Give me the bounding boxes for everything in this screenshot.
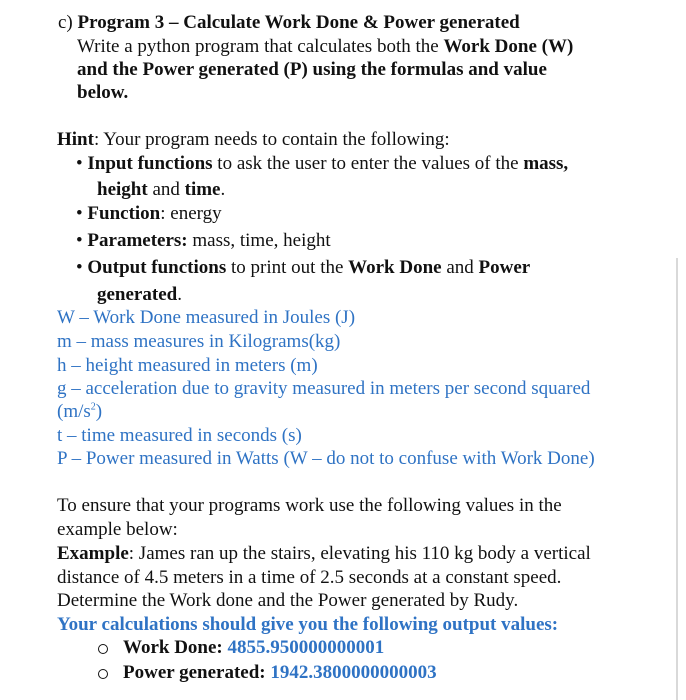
b4-g: . (177, 284, 182, 305)
output-work-item (98, 636, 384, 659)
hint-bullet-3 (76, 229, 331, 252)
b3-b: mass, time, height (187, 230, 331, 251)
example-label: Example (57, 543, 129, 564)
hint-label: Hint (57, 129, 94, 150)
hint-text: : Your program needs to contain the following: (93, 129, 450, 150)
def-g-units-sup: 2 (90, 401, 96, 413)
b1-d: height (97, 179, 148, 200)
hollow-bullet-icon (98, 644, 108, 654)
intro-line-1 (77, 35, 573, 58)
b3-a: Parameters: (87, 230, 188, 251)
example-text-1: : James ran up the stairs, elevating his 110 kg body a vertical (128, 543, 591, 564)
hint-bullet-4 (76, 256, 530, 279)
b4-b: to print out the (226, 257, 349, 278)
b2-a: Function (87, 203, 161, 224)
b2-b: : energy (160, 203, 222, 224)
b1-a: Input functions (87, 153, 213, 174)
def-p: P – Power measured in Watts (W – do not to confuse with Work Done) (57, 448, 595, 469)
def-w: W – Work Done measured in Joules (J) (57, 307, 356, 328)
intro-line-2 (77, 58, 547, 81)
output-work-row (123, 637, 384, 658)
b4-f: generated (97, 284, 178, 305)
bullet-mark: • (76, 257, 83, 278)
intro-text-b: Work Done (W) (443, 36, 574, 57)
example-line-1 (57, 542, 591, 565)
intro-text-a: Write a python program that calculates both the (77, 36, 444, 57)
section-heading (58, 11, 520, 34)
bullet-mark: • (76, 230, 83, 251)
def-g-units-b: ) (95, 401, 103, 422)
output-power-value: 1942.3800000000003 (270, 662, 437, 683)
def-h: h – height measured in meters (m) (57, 355, 318, 376)
output-heading (57, 613, 558, 636)
intro-line-3 (77, 81, 128, 104)
output-work-value: 4855.950000000001 (227, 637, 385, 658)
page-edge-rule (676, 258, 678, 700)
def-m: m – mass measures in Kilograms(kg) (57, 331, 341, 352)
hollow-bullet-icon (98, 669, 108, 679)
ensure-line-2: example below: (57, 519, 178, 540)
b1-g: . (220, 179, 226, 200)
hint-bullet-4-cont (97, 283, 182, 306)
bullet-mark: • (76, 153, 83, 174)
def-g-units (57, 400, 102, 423)
output-power-row (123, 662, 437, 683)
hint-bullet-1 (76, 152, 568, 175)
intro-text-c: and the Power generated (P) using the formulas and value (77, 59, 547, 80)
hint-bullet-1-cont (97, 178, 225, 201)
def-g-units-a: (m/s (57, 401, 91, 422)
output-power-item (98, 661, 437, 684)
b4-c: Work Done (348, 257, 442, 278)
hint-line (57, 128, 450, 151)
b1-e: and (147, 179, 185, 200)
ensure-line-1: To ensure that your programs work use the following values in the (57, 495, 562, 516)
example-line-2: distance of 4.5 meters in a time of 2.5 seconds at a constant speed. (57, 567, 562, 588)
intro-text-d: below. (77, 82, 129, 103)
def-g: g – acceleration due to gravity measured in meters per second squared (57, 378, 591, 399)
b4-e: Power (478, 257, 531, 278)
b1-b: to ask the user to enter the values of the (212, 153, 524, 174)
output-heading-text: Your calculations should give you the following output values: (57, 614, 559, 635)
section-title: Program 3 – Calculate Work Done & Power generated (77, 12, 520, 33)
section-label: c) (58, 12, 73, 33)
b4-a: Output functions (87, 257, 227, 278)
b4-d: and (441, 257, 479, 278)
def-t: t – time measured in seconds (s) (57, 425, 302, 446)
output-work-label: Work Done: (123, 637, 228, 658)
hint-bullet-2 (76, 202, 222, 225)
b1-c: mass, (523, 153, 569, 174)
output-power-label: Power generated: (123, 662, 271, 683)
bullet-mark: • (76, 203, 83, 224)
b1-f: time (184, 179, 221, 200)
example-line-3: Determine the Work done and the Power generated by Rudy. (57, 590, 519, 611)
